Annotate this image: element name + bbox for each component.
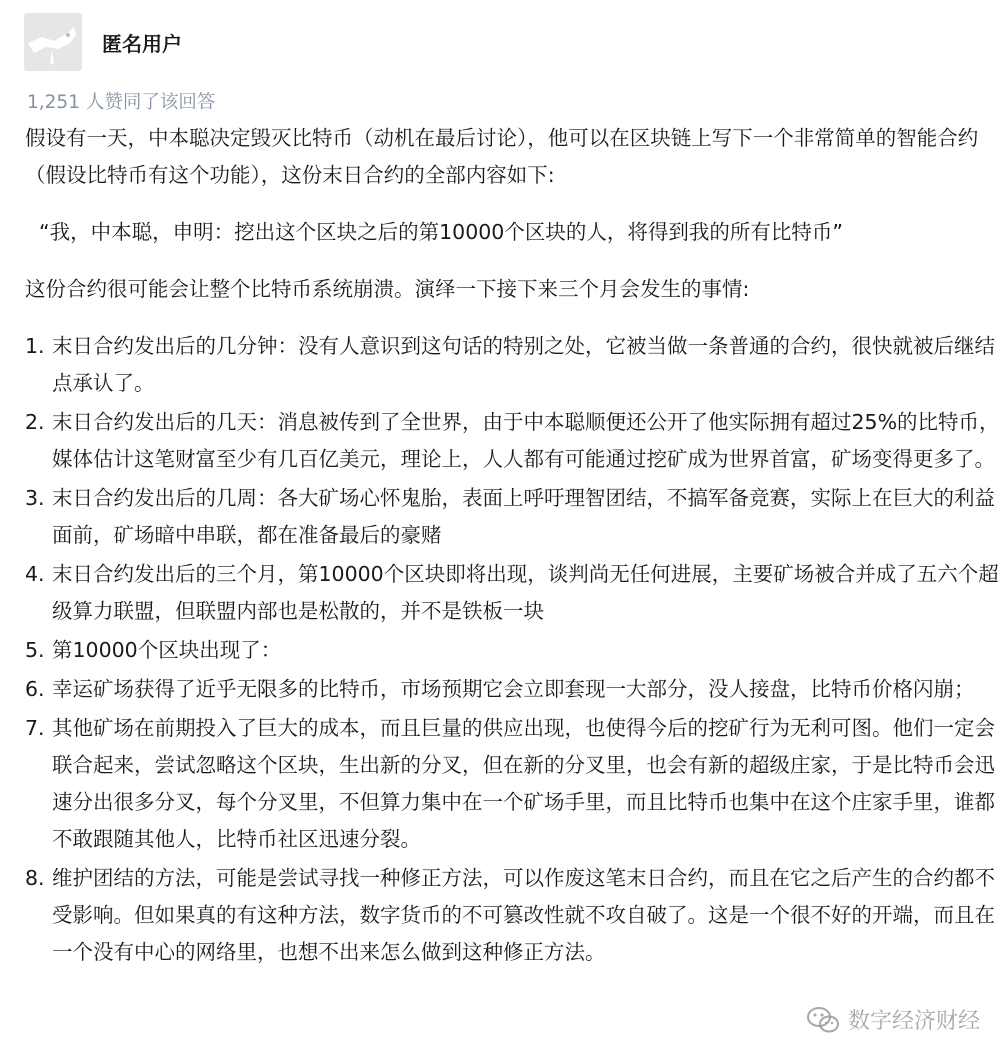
list-item-text: 末日合约发出后的几分钟：没有人意识到这句话的特别之处，它被当做一条普通的合约，很快就被后继结点承认了。 <box>52 334 995 395</box>
author-block <box>24 13 182 71</box>
list-item-text: 末日合约发出后的几天：消息被传到了全世界，由于中本聪顺便还公开了他实际拥有超过25%的比特币，媒体估计这笔财富至少有几百亿美元，理论上，人人都有可能通过挖矿成为世界首富，矿场变得更多了。 <box>52 410 1000 471</box>
list-item <box>25 710 1001 858</box>
answer-quote: “我，中本聪，申明：挖出这个区块之后的第10000个区块的人，将得到我的所有比特币” <box>39 220 843 244</box>
list-item <box>25 632 1001 669</box>
list-item <box>25 671 1001 708</box>
list-item-number: 2. <box>25 410 45 434</box>
avatar[interactable] <box>24 13 82 71</box>
event-list <box>25 328 1001 971</box>
list-item-number: 1. <box>25 334 45 358</box>
wechat-icon <box>806 1005 840 1035</box>
answer-intro: 假设有一天，中本聪决定毁灭比特币（动机在最后讨论），他可以在区块链上写下一个非常简单的智能合约（假设比特币有这个功能），这份末日合约的全部内容如下: <box>25 126 979 187</box>
list-item <box>25 556 1001 630</box>
list-item-number: 4. <box>25 562 45 586</box>
list-item-number: 3. <box>25 486 45 510</box>
list-item <box>25 860 1001 971</box>
list-item <box>25 480 1001 554</box>
list-item-number: 7. <box>25 716 45 740</box>
list-item-text: 第10000个区块出现了： <box>52 638 282 662</box>
vote-count: 1,251 人赞同了该回答 <box>27 92 216 113</box>
list-item-text: 幸运矿场获得了近乎无限多的比特币，市场预期它会立即套现一大部分，没人接盘，比特币价格闪崩； <box>52 677 975 701</box>
anonymous-avatar-icon <box>24 13 82 71</box>
list-item-number: 5. <box>25 638 45 662</box>
list-item-number: 8. <box>25 866 45 890</box>
list-item-number: 6. <box>25 677 45 701</box>
watermark-text: 数字经济财经 <box>847 1009 980 1034</box>
answer-lead: 这份合约很可能会让整个比特币系统崩溃。演绎一下接下来三个月会发生的事情: <box>25 277 750 301</box>
list-item-text: 其他矿场在前期投入了巨大的成本，而且巨量的供应出现，也使得今后的挖矿行为无利可图。他们一定会联合起来，尝试忽略这个区块，生出新的分叉，但在新的分叉里，也会有新的超级庄家，于是比特币会迅速分出很多分叉，每个分叉里，不但算力集中在一个矿场手里，而且比特币也集中在这个庄家手里，谁都不敢跟随其他人，比特币社区迅速分裂。 <box>52 716 995 851</box>
list-item-text: 末日合约发出后的几周：各大矿场心怀鬼胎，表面上呼吁理智团结，不搞军备竞赛，实际上在巨大的利益面前，矿场暗中串联，都在准备最后的豪赌 <box>52 486 995 547</box>
watermark <box>806 1004 980 1035</box>
answer-body <box>25 120 1001 973</box>
list-item <box>25 328 1001 402</box>
author-name[interactable]: 匿名用户 <box>102 31 182 56</box>
list-item-text: 维护团结的方法，可能是尝试寻找一种修正方法，可以作废这笔末日合约，而且在它之后产生的合约都不受影响。但如果真的有这种方法，数字货币的不可篡改性就不攻自破了。这是一个很不好的开端，而且在一个没有中心的网络里，也想不出来怎么做到这种修正方法。 <box>52 866 995 964</box>
list-item-text: 末日合约发出后的三个月，第10000个区块即将出现，谈判尚无任何进展，主要矿场被合并成了五六个超级算力联盟，但联盟内部也是松散的，并不是铁板一块 <box>52 562 999 623</box>
list-item <box>25 404 1001 478</box>
